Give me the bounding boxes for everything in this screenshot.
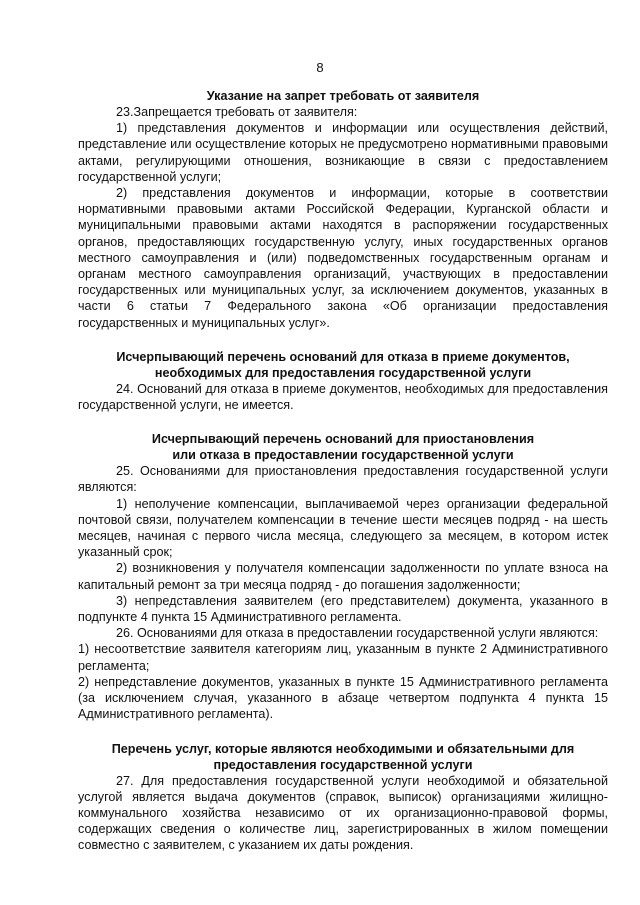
- page-number: 8: [316, 60, 324, 75]
- section-heading: [78, 741, 608, 773]
- section-heading: Указание на запрет требовать от заявителя: [206, 89, 480, 103]
- section-heading: [78, 349, 608, 381]
- section-heading-line: необходимых для предоставления государственной услуги: [154, 365, 532, 380]
- section-heading: [78, 431, 608, 463]
- paragraph: 2) непредставление документов, указанных в пункте 15 Административного регламента (за исключением случая, указанного в абзаце четвертом подпункта 4 пункта 15 Административного регламента).: [78, 674, 608, 722]
- section-heading-line: или отказа в предоставлении государственной услуги: [172, 448, 514, 463]
- paragraph: 2) возникновения у получателя компенсации задолженности по уплате взноса на капитальный ремонт за три месяца подряд - до погашения задолженности;: [78, 561, 608, 592]
- paragraph: 27. Для предоставления государственной услуги необходимой и обязательной услугой является выдача документов (справок, выписок) организациями жилищно-коммунального хозяйства независимо от их организационно-правовой формы, содержащих сведения о количестве лиц, зарегистрированных в жилом помещении совместно с заявителем, с указанием их даты рождения.: [78, 773, 608, 853]
- paragraph: 3) непредставления заявителем (его представителем) документа, указанного в подпункте 4 пункта 15 Административного регламента.: [78, 593, 608, 625]
- paragraph: 1) неполучение компенсации, выплачиваемой через организации федеральной почтовой связи, получателем компенсации в течение шести месяцев подряд - на шесть месяцев, начиная с первого числа месяца, следующего за месяцем, в котором истек указанный срок;: [78, 496, 608, 560]
- document-content: [78, 88, 608, 854]
- paragraph: 24. Оснований для отказа в приеме документов, необходимых для предоставления государственной услуги, не имеется.: [78, 381, 608, 413]
- section-heading-line: Исчерпывающий перечень оснований для приостановления: [151, 432, 535, 447]
- section-heading-line: Исчерпывающий перечень оснований для отказа в приеме документов,: [116, 349, 570, 364]
- section-heading-line: предоставления государственной услуги: [213, 757, 473, 772]
- section-heading-line: Перечень услуг, которые являются необходимыми и обязательными для: [111, 741, 575, 756]
- paragraph: 1) представления документов и информации или осуществления действий, представление или осуществление которых не предусмотрено нормативными правовыми актами, регулирующими отношения, возникающие в связи с предоставлением государственной услуги;: [78, 121, 608, 184]
- paragraph: 25. Основаниями для приостановления предоставления государственной услуги являются:: [78, 464, 608, 495]
- paragraph: 23.Запрещается требовать от заявителя:: [116, 105, 358, 119]
- paragraph: 2) представления документов и информации, которые в соответствии нормативными правовыми актами Российской Федерации, Курганской области и муниципальными правовыми актами находятся в распоряжении государственных органов, предоставляющих государственную услугу, иных государственных органов местного самоуправления и (или) подведомственных государственным органам и органам местного самоуправления организаций, участвующих в предоставлении государственных или муниципальных услуг, за исключением документов, указанных в части 6 статьи 7 Федерального закона «Об организации предоставления государственных и муниципальных услуг».: [78, 186, 608, 330]
- paragraph: 1) несоответствие заявителя категориям лиц, указанным в пункте 2 Административного регламента;: [78, 642, 608, 673]
- paragraph: 26. Основаниями для отказа в предоставлении государственной услуги являются:: [116, 626, 599, 641]
